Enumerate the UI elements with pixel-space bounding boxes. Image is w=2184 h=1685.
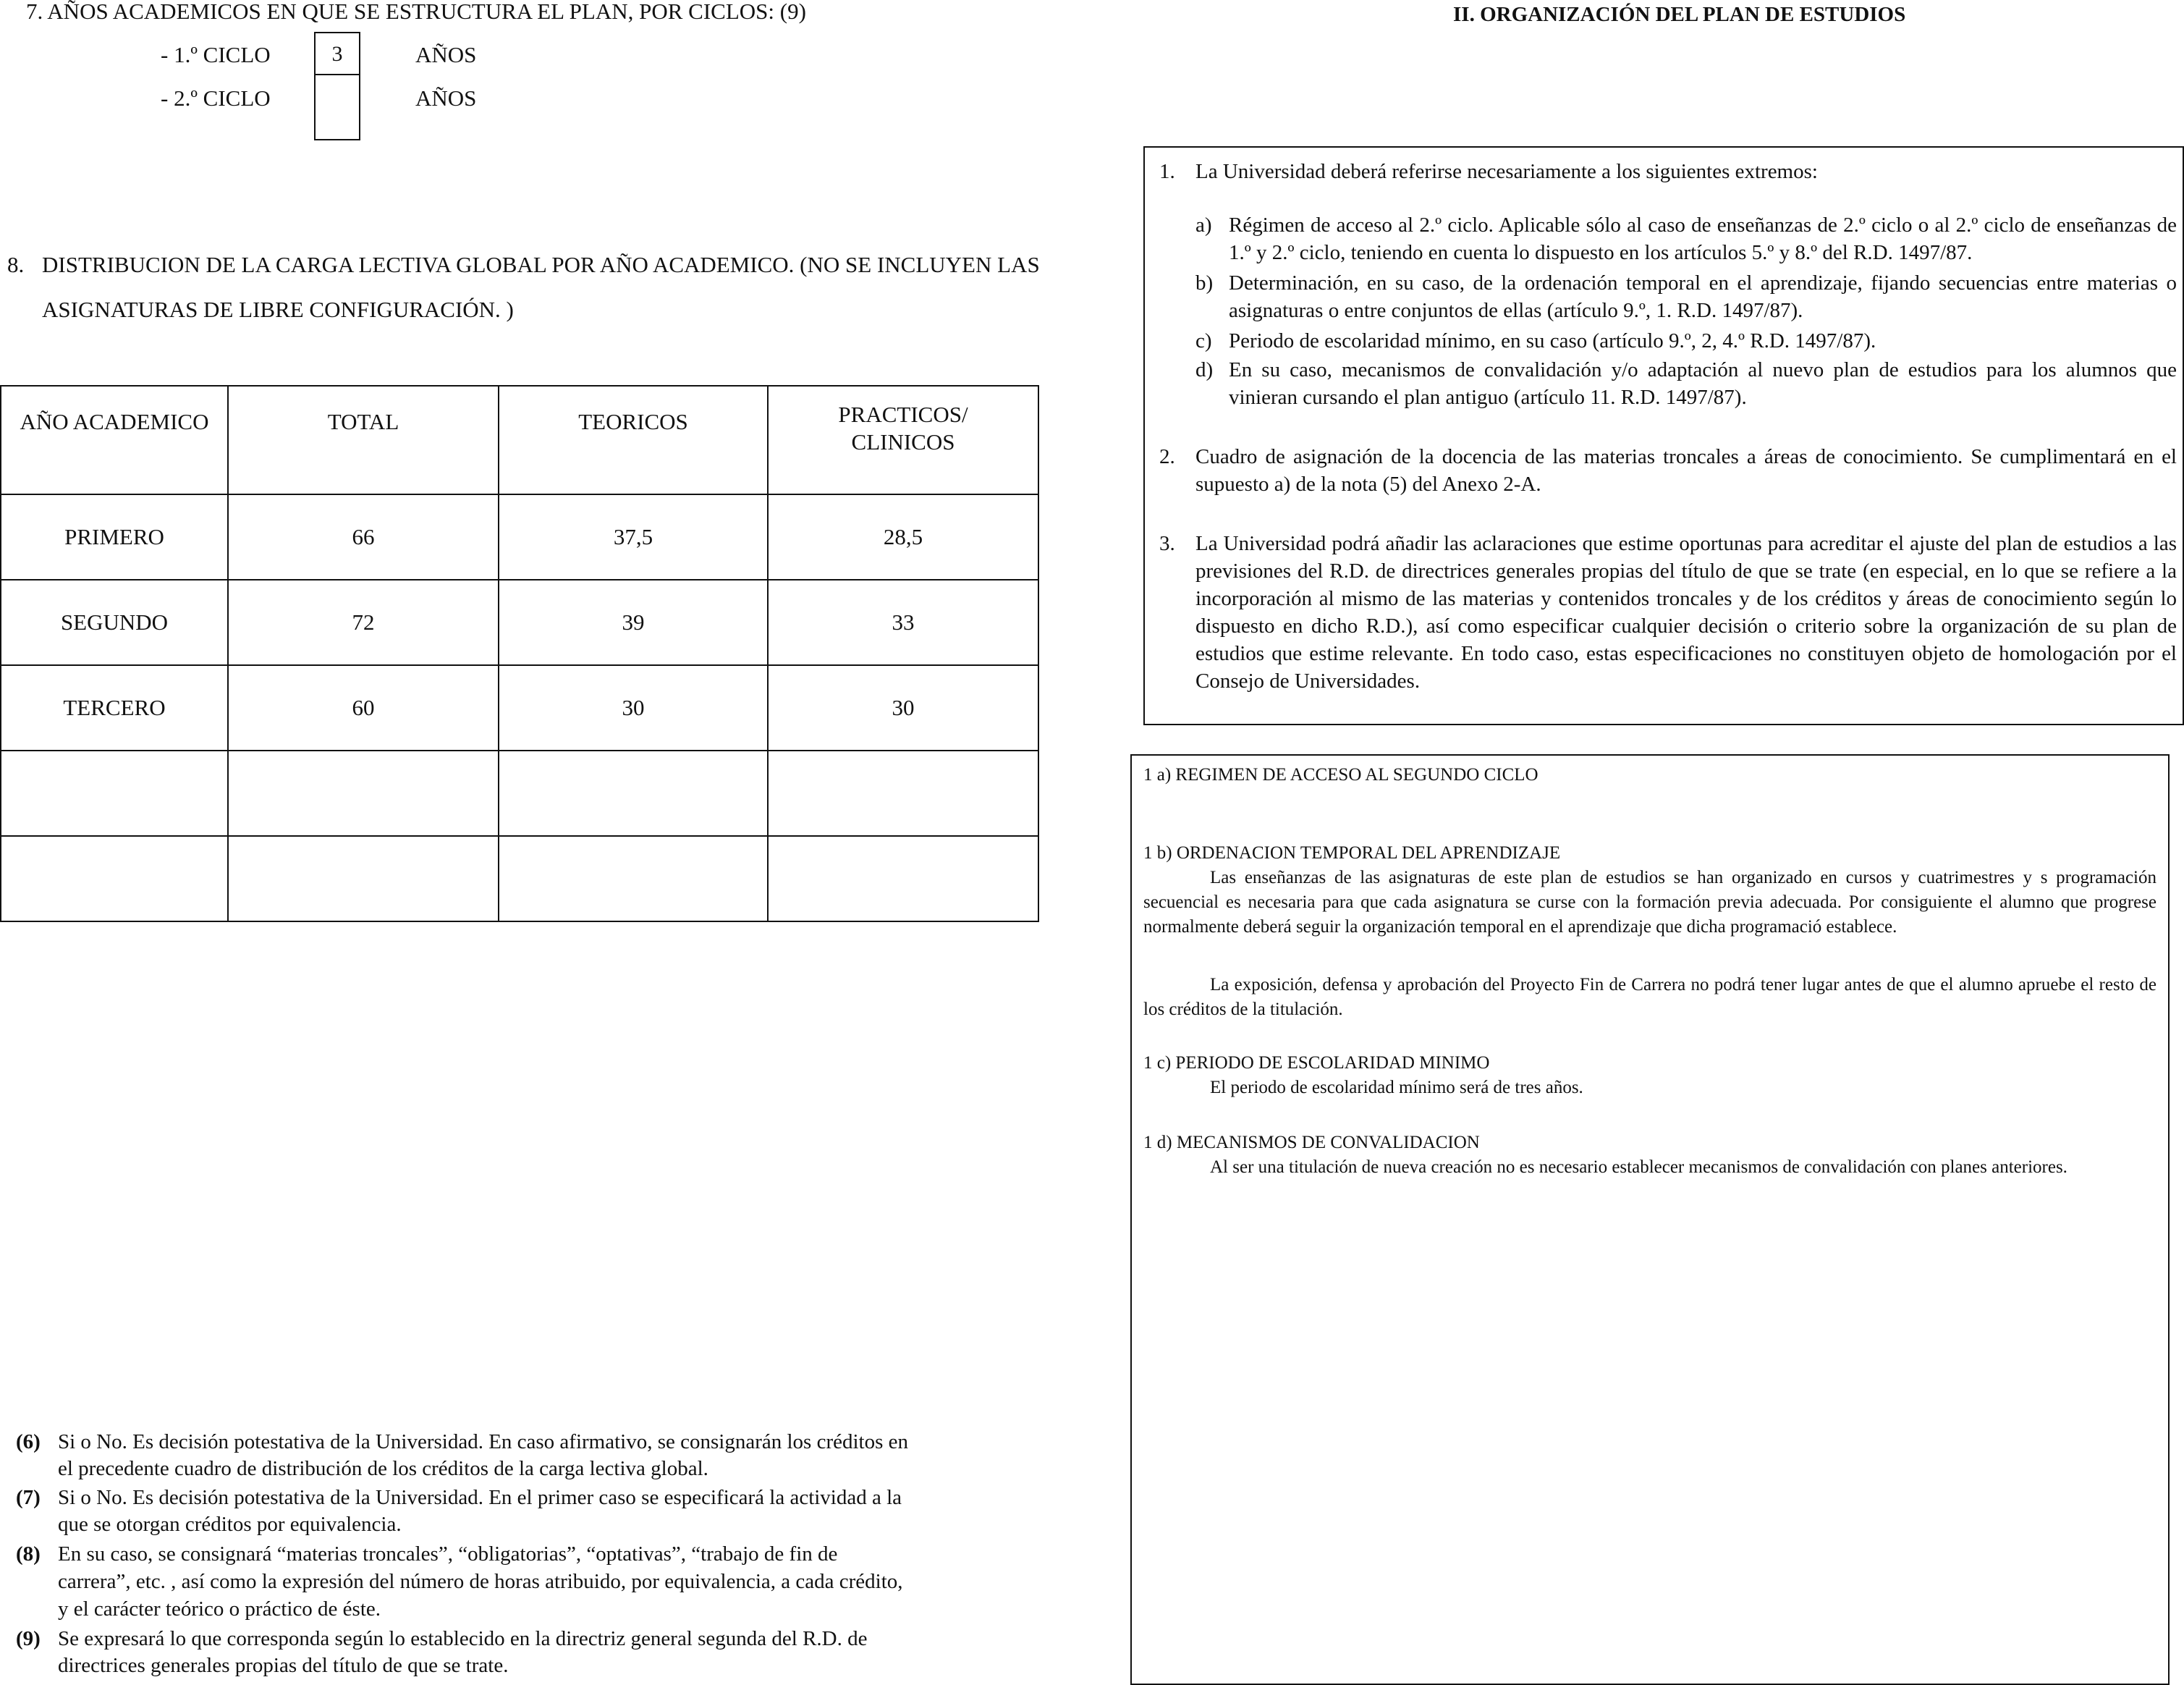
table-cell-theory — [499, 836, 768, 921]
footnote-number: (8) — [16, 1542, 41, 1566]
answer-text-1d: Al ser una titulación de nueva creación no es necesario establecer mecanismos de convalidación con planes anteriores. — [1210, 1157, 2067, 1177]
instruction-number: 1. — [1159, 160, 1175, 183]
instruction-number: 3. — [1159, 532, 1175, 555]
footnote-text: directrices generales propias del título de que se trate. — [58, 1654, 509, 1677]
table-row — [1, 494, 1038, 580]
answer-heading-1d: 1 d) MECANISMOS DE CONVALIDACION — [1143, 1133, 1480, 1152]
instruction-sublabel: c) — [1195, 329, 1212, 352]
footnote-number: (9) — [16, 1627, 41, 1650]
teaching-load-table — [0, 385, 1039, 922]
header-academic-year: AÑO ACADEMICO — [1, 386, 228, 494]
header-theory: TEORICOS — [499, 386, 768, 494]
table-cell-total: 66 — [228, 494, 499, 580]
instruction-subitem: Periodo de escolaridad mínimo, en su caso (artículo 9.º, 2, 4.º R.D. 1497/87). — [1229, 329, 1876, 352]
section-8-heading-line2: ASIGNATURAS DE LIBRE CONFIGURACIÓN. ) — [42, 297, 514, 322]
table-cell-theory — [499, 751, 768, 836]
instruction-subitem: Régimen de acceso al 2.º ciclo. Aplicable sólo al caso de enseñanzas de 2.º ciclo o al 2.º ciclo de enseñanzas de 1.º y 2.º ciclo, teniendo en cuenta lo dispuesto en los artículos 5.º y 8.º del R.D. 1497/87. — [1229, 214, 2177, 264]
answer-heading-1c: 1 c) PERIODO DE ESCOLARIDAD MINIMO — [1143, 1053, 1490, 1073]
answer-heading-1b: 1 b) ORDENACION TEMPORAL DEL APRENDIZAJE — [1143, 843, 1561, 863]
table-cell-year — [1, 836, 228, 921]
table-cell-theory: 30 — [499, 665, 768, 751]
answer-text-1b-1: Las enseñanzas de las asignaturas de este plan de estudios se han organizado en cursos y cuatrimestres y s programación secuencial es necesaria para que cada asignatura se curse con la formación previa adecuada. Por consiguiente el alumno que progrese normalmente deberá seguir la organización temporal en el aprendizaje que dicha programació establece. — [1143, 868, 2157, 937]
table-cell-year: PRIMERO — [1, 494, 228, 580]
instruction-sublabel: d) — [1195, 358, 1214, 381]
second-cycle-label: - 2.º CICLO — [161, 85, 271, 111]
table-cell-practice: 33 — [768, 580, 1038, 665]
footnote-text: el precedente cuadro de distribución de los créditos de la carga lectiva global. — [58, 1457, 708, 1480]
second-cycle-unit: AÑOS — [415, 85, 477, 111]
answer-text-1b-2: La exposición, defensa y aprobación del Proyecto Fin de Carrera no podrá tener lugar antes de que el alumno apruebe el resto de los créditos de la titulación. — [1143, 975, 2157, 1019]
footnote-number: (7) — [16, 1486, 41, 1509]
instruction-text: La Universidad podrá añadir las aclaraciones que estime oportunas para acreditar el ajuste del plan de estudios a las previsiones del R.D. de directrices generales propias del título de que se trate (en especial, en lo que se refiere a la incorporación al mismo de las materias y contenidos troncales y de los créditos y áreas de conocimiento según lo dispuesto en dicho R.D.), así como especificar cualquier decisión o criterio sobre la organización de su plan de estudios que estime relevante. En todo caso, estas especificaciones no constituyen objeto de homologación por el Consejo de Universidades. — [1195, 532, 2177, 693]
instruction-text: La Universidad deberá referirse necesariamente a los siguientes extremos: — [1195, 160, 1818, 183]
table-row-empty — [1, 836, 1038, 921]
table-cell-practice: 30 — [768, 665, 1038, 751]
table-cell-total: 72 — [228, 580, 499, 665]
table-cell-year: TERCERO — [1, 665, 228, 751]
table-cell-total — [228, 836, 499, 921]
instructions-panel — [1143, 146, 2184, 725]
section-8-number: 8. — [7, 252, 25, 277]
instruction-number: 2. — [1159, 445, 1175, 468]
table-cell-total — [228, 751, 499, 836]
first-cycle-unit: AÑOS — [415, 42, 477, 67]
table-row — [1, 665, 1038, 751]
answer-text-1c: El periodo de escolaridad mínimo será de tres años. — [1210, 1078, 1583, 1097]
table-row — [1, 580, 1038, 665]
instruction-sublabel: a) — [1195, 214, 1212, 237]
table-cell-year — [1, 751, 228, 836]
table-row-empty — [1, 751, 1038, 836]
header-practice-line1: PRACTICOS/ — [838, 402, 968, 427]
footnote-text: y el carácter teórico o práctico de éste. — [58, 1597, 381, 1621]
footnote-text: Si o No. Es decisión potestativa de la Universidad. En caso afirmativo, se consignarán los créditos en — [58, 1430, 909, 1453]
instruction-subitem: Determinación, en su caso, de la ordenación temporal en el aprendizaje, fijando secuencias entre materias o asignaturas o entre conjuntos de ellas (artículo 9.º, 1. R.D. 1497/87). — [1229, 271, 2177, 322]
footnote-text: carrera”, etc. , así como la expresión del número de horas atribuido, por equivalencia, a cada crédito, — [58, 1570, 903, 1593]
first-cycle-label: - 1.º CICLO — [161, 42, 271, 67]
table-cell-theory: 39 — [499, 580, 768, 665]
instruction-sublabel: b) — [1195, 271, 1214, 295]
header-total: TOTAL — [228, 386, 499, 494]
footnote-text: Se expresará lo que corresponda según lo establecido en la directriz general segunda del R.D. de — [58, 1627, 868, 1650]
section-title: II. ORGANIZACIÓN DEL PLAN DE ESTUDIOS — [1453, 3, 1906, 26]
instruction-subitem: En su caso, mecanismos de convalidación y/o adaptación al nuevo plan de estudios para los alumnos que vinieran cursando el plan antiguo (artículo 11. R.D. 1497/87). — [1229, 358, 2177, 409]
instruction-text: Cuadro de asignación de la docencia de las materias troncales a áreas de conocimiento. Se cumplimentará en el supuesto a) de la nota (5) del Anexo 2-A. — [1195, 445, 2177, 496]
first-cycle-years-box[interactable]: 3 — [314, 32, 360, 75]
section-7-heading: 7. AÑOS ACADEMICOS EN QUE SE ESTRUCTURA EL PLAN, POR CICLOS: (9) — [26, 0, 806, 24]
table-cell-practice — [768, 751, 1038, 836]
table-header-row — [1, 386, 1038, 494]
table-cell-year: SEGUNDO — [1, 580, 228, 665]
header-practice-line2: CLINICOS — [851, 429, 955, 455]
header-practice — [768, 386, 1038, 494]
table-cell-practice — [768, 836, 1038, 921]
section-8-heading-line1: DISTRIBUCION DE LA CARGA LECTIVA GLOBAL POR AÑO ACADEMICO. (NO SE INCLUYEN LAS — [42, 252, 1040, 277]
footnote-number: (6) — [16, 1430, 41, 1453]
table-cell-total: 60 — [228, 665, 499, 751]
footnote-text: que se otorgan créditos por equivalencia. — [58, 1513, 402, 1536]
footnote-text: Si o No. Es decisión potestativa de la Universidad. En el primer caso se especificará la actividad a la — [58, 1486, 902, 1509]
footnote-text: En su caso, se consignará “materias troncales”, “obligatorias”, “optativas”, “trabajo de fin de — [58, 1542, 838, 1566]
table-cell-practice: 28,5 — [768, 494, 1038, 580]
answer-heading-1a: 1 a) REGIMEN DE ACCESO AL SEGUNDO CICLO — [1143, 765, 1538, 785]
second-cycle-years-box[interactable] — [314, 74, 360, 140]
table-cell-theory: 37,5 — [499, 494, 768, 580]
answers-panel — [1130, 754, 2170, 1685]
